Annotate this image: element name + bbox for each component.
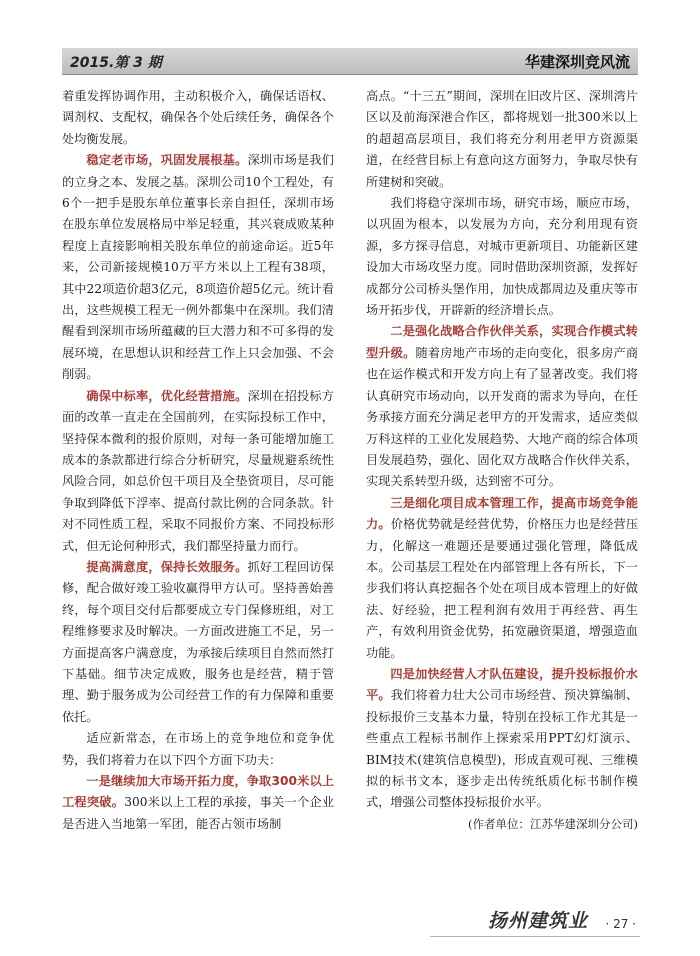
section-heading: 二是强化战略合作伙伴关系，实现合作模式转型升级。	[366, 324, 638, 360]
section-heading: 一是继续加大市场开拓力度，争取300米以上工程突破。	[62, 774, 334, 810]
paragraph	[62, 386, 334, 557]
paragraph: 着重发挥协调作用，主动积极介入，确保话语权、调剂权、支配权，确保各个处后续任务，确保各个处均衡发展。	[62, 89, 334, 146]
section-heading: 提高满意度，保持长效服务。	[86, 559, 248, 574]
section-heading: 确保中标率，优化经营措施。	[86, 388, 248, 403]
left-column	[62, 86, 334, 835]
paragraph: 高点。“十三五”期间，深圳在旧改片区、深圳湾片区以及前海深港合作区，都将规划一批300米以上的超超高层项目，我们将充分利用老甲方资源渠道，在经营目标上有意向这方面努力，争取尽快有所建树和突破。	[366, 89, 638, 189]
paragraph	[62, 150, 334, 385]
paragraph-text: 深圳在招投标方面的改革一直走在全国前列，在实际投标工作中，坚持保本微利的报价原则，对每一条可能增加施工成本的条款都进行综合分析研究，尽量规避系统性风险合同，如总价包干项目及全垫资项目，尽可能争取到降低下浮率、提高付款比例的合同条款。针对不同性质工程，采取不同报价方案、不同投标形式，但无论何种形式，我们都坚持量力而行。	[62, 388, 334, 553]
paragraph-text: 抓好工程回访保修，配合做好竣工验收赢得甲方认可。坚持善始善终，每个项目交付后都要成立专门保修班组，对工程维修要求及时解决。一方面改进施工不足，另一方面提高客户满意度，为承接后续项目自然而然打下基础。细节决定成败，服务也是经营，精于管理、勤于服务成为公司经营工作的有力保障和重要依托。	[62, 559, 334, 724]
paragraph-text: 价格优势就是经营优势，价格压力也是经营压力，化解这一难题还是要通过强化管理，降低成本。公司基层工程处在内部管理上各有所长，下一步我们将认真挖掘各个处在项目成本管理上的好做法、好经验，把工程利润有效用于再经营、再生产，有效利用资金优势，拓宽融资渠道，增强造血功能。	[366, 517, 639, 660]
page-header	[62, 48, 638, 75]
paragraph: 我们将稳守深圳市场，研究市场，顺应市场，以巩固为根本，以发展为方向，充分利用现有资源，多方探寻信息，对城市更新项目、功能新区建设加大市场攻坚力度。同时借助深圳资源，发挥好成都分公司桥头堡作用，加快成都周边及重庆等市场开拓步伐，开辟新的经济增长点。	[366, 196, 638, 318]
issue-label: 2015.第 3 期	[70, 55, 162, 71]
paragraph	[366, 664, 638, 814]
paragraph-text: 300米以上工程的承接，事关一个企业是否进入当地第一军团，能否占领市场制	[62, 795, 335, 831]
paragraph	[62, 771, 334, 835]
paragraph	[62, 557, 334, 728]
paragraph	[366, 493, 638, 664]
paragraph-text: 随着房地产市场的走向变化，很多房产商也在运作模式和开发方向上有了显著改变。我们将认真研究市场动向，以开发商的需求为导向，在任务承接方面充分满足老甲方的开发需求，适应类似万科这样的工业化发展趋势、大地产商的综合体项目发展趋势，强化、固化双方战略合作伙伴关系，实现关系转型升级，达到密不可分。	[366, 345, 639, 489]
page-footer	[430, 908, 640, 937]
column-title: 华建深圳竞风流	[524, 53, 630, 71]
page-number: · 27 ·	[605, 917, 636, 931]
right-column	[366, 86, 638, 835]
paragraph	[366, 321, 638, 492]
section-heading: 三是细化项目成本管理工作，提高市场竞争能力。	[366, 495, 638, 532]
section-heading: 稳定老市场，巩固发展根基。	[86, 153, 248, 168]
paragraph: 适应新常态，在市场上的竞争地位和竞争优势，我们将着力在以下四个方面下功夫：	[62, 731, 334, 767]
paragraph-text: 深圳市场是我们的立身之本、发展之基。深圳公司10个工程处，有6个一把手是股东单位董事长亲自担任，深圳市场在股东单位发展格局中举足轻重，其兴衰成败某种程度上直接影响相关股东单位的前途命运。近5年来，公司新接规模10万平方米以上工程有38项，其中22项造价超3亿元，8项造价超5亿元。统计看出，这些规模工程无一例外都集中在深圳。我们清醒看到深圳市场所蕴藏的巨大潜力和不可多得的发展环境，在思想认识和经营工作上只会加强、不会削弱。	[62, 153, 334, 382]
author-note: (作者单位：江苏华建深圳分公司)	[468, 816, 638, 831]
section-heading: 四是加快经营人才队伍建设，提升投标报价水平。	[366, 666, 638, 703]
paragraph-text: 我们将着力壮大公司市场经营、预决算编制、投标报价三支基本力量，特别在投标工作尤其是一些重点工程标书制作上探索采用PPT幻灯演示、BIM技术(建筑信息模型)，形成直观可视、三维模拟的标书文本，逐步走出传统纸质化标书制作模式，增强公司整体投标报价水平。	[366, 688, 639, 810]
magazine-logo: 扬州建筑业	[487, 910, 588, 932]
